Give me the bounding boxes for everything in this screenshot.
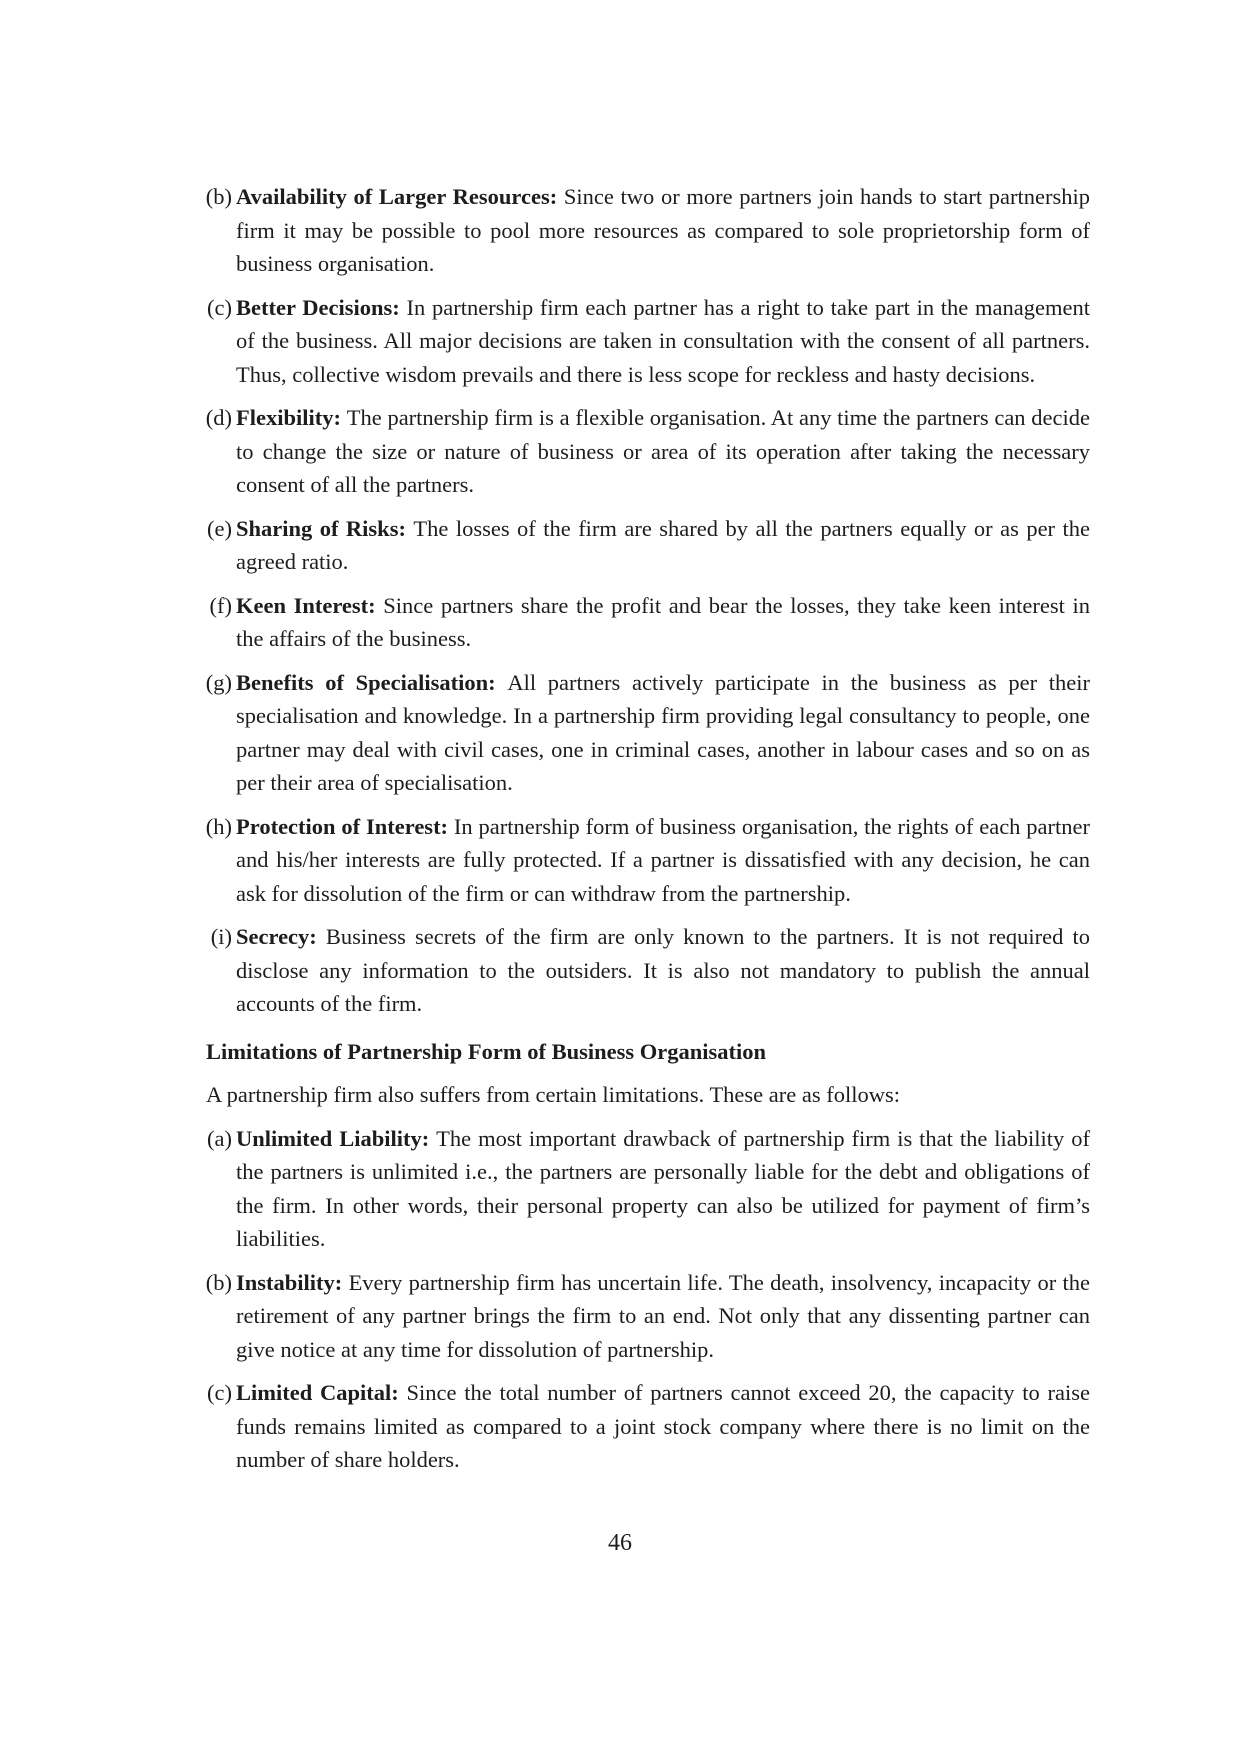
advantage-item xyxy=(198,666,1090,800)
item-marker: (c) xyxy=(207,294,232,320)
item-marker: (e) xyxy=(207,515,232,541)
limitation-item xyxy=(198,1266,1090,1367)
item-text: Since two or more partners join hands to start partnership firm it may be possible to pool more resources as compared to sole proprietorship form of business organisation. xyxy=(236,184,1090,276)
item-text: The losses of the firm are shared by all the partners equally or as per the agreed ratio. xyxy=(236,515,1090,574)
item-term: Benefits of Specialisation: xyxy=(236,669,508,695)
item-term: Flexibility: xyxy=(236,405,347,430)
item-text: In partnership form of business organisation, the rights of each partner and his/her interests are fully protected. If a partner is dissatisfied with any decision, he can ask for dissolution of the firm or can withdraw from the partnership. xyxy=(236,813,1090,906)
item-term: Secrecy: xyxy=(236,924,326,949)
item-term: Instability: xyxy=(236,1269,349,1295)
item-term: Unlimited Liability: xyxy=(236,1125,437,1151)
item-text: In partnership firm each partner has a right to take part in the management of the business. All major decisions are taken in consultation with the consent of all partners. Thus, collective wisdom prevails and there is less scope for reckless and hasty decisions. xyxy=(236,294,1090,387)
item-text: The partnership firm is a flexible organisation. At any time the partners can decide to change the size or nature of business or area of its operation after taking the necessary consent of all the partners. xyxy=(236,405,1090,497)
item-term: Better Decisions: xyxy=(236,294,407,320)
item-marker: (g) xyxy=(205,669,232,695)
item-marker: (d) xyxy=(205,405,232,430)
page-number: 46 xyxy=(608,1530,632,1556)
item-text: Since partners share the profit and bear the losses, they take keen interest in the affairs of the business. xyxy=(236,592,1091,651)
advantage-item xyxy=(198,512,1090,579)
advantage-item xyxy=(198,810,1090,911)
advantage-item xyxy=(198,180,1090,281)
item-term: Keen Interest: xyxy=(236,592,384,618)
item-text: The most important drawback of partnership firm is that the liability of the partners is unlimited i.e., the partners are personally liable for the debt and obligations of the firm. In other words, their personal property can also be utilized for payment of firm’s liabilities. xyxy=(236,1125,1090,1251)
item-marker: (i) xyxy=(210,924,232,949)
section-heading: Limitations of Partnership Form of Business Organisation xyxy=(206,1038,767,1064)
item-text: Every partnership firm has uncertain life. The death, insolvency, incapacity or the retirement of any partner brings the firm to an end. Not only that any dissenting partner can give notice at any time for dissolution of partnership. xyxy=(236,1269,1090,1362)
advantage-item xyxy=(198,589,1090,656)
section-intro: A partnership firm also suffers from certain limitations. These are as follows: xyxy=(206,1082,900,1107)
item-marker: (f) xyxy=(209,592,232,618)
item-text: All partners actively participate in the business as per their specialisation and knowledge. In a partnership firm providing legal consultancy to people, one partner may deal with civil cases, one in criminal cases, another in labour cases and so on as per their area of specialisation. xyxy=(236,669,1090,795)
item-marker: (h) xyxy=(205,813,232,839)
advantage-item xyxy=(198,920,1090,1021)
item-marker: (b) xyxy=(205,184,232,209)
page-content xyxy=(198,180,1090,1487)
item-term: Sharing of Risks: xyxy=(236,515,414,541)
item-marker: (b) xyxy=(205,1269,232,1295)
item-term: Protection of Interest: xyxy=(236,813,454,839)
item-text: Since the total number of partners cannot exceed 20, the capacity to raise funds remains limited as compared to a joint stock company where there is no limit on the number of share holders. xyxy=(236,1380,1090,1472)
item-text: Business secrets of the firm are only known to the partners. It is not required to disclose any information to the outsiders. It is also not mandatory to publish the annual accounts of the firm. xyxy=(236,924,1090,1016)
item-marker: (c) xyxy=(207,1380,232,1405)
limitation-item xyxy=(198,1376,1090,1477)
item-marker: (a) xyxy=(207,1125,232,1151)
item-term: Availability of Larger Resources: xyxy=(236,184,564,209)
advantage-item xyxy=(198,401,1090,502)
advantage-item xyxy=(198,291,1090,392)
limitation-item xyxy=(198,1122,1090,1256)
item-term: Limited Capital: xyxy=(236,1380,407,1405)
